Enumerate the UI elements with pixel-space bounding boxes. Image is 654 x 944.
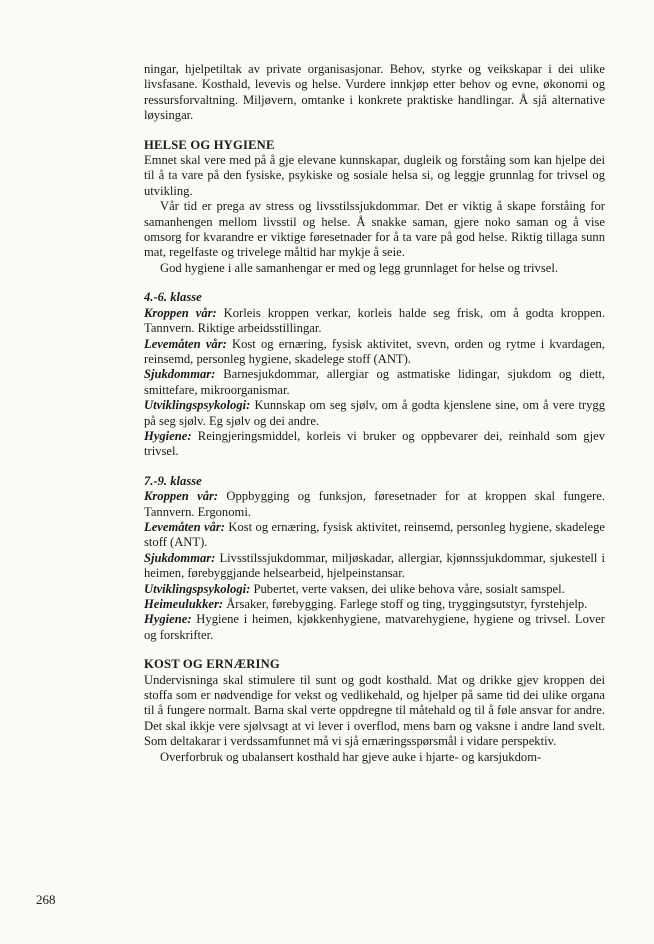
- page-body: [144, 62, 605, 765]
- list-item: [144, 612, 605, 643]
- list-item: [144, 551, 605, 582]
- item-text: Livsstilssjukdommar, miljøskadar, allergiar, kjønnssjukdommar, sjukestell i heimen, førebyggjande helsearbeid, hjelpeinstansar.: [144, 550, 605, 581]
- item-text: Korleis kroppen verkar, korleis halde seg frisk, om å godta kroppen. Tannvern. Riktige arbeidsstillingar.: [144, 305, 605, 336]
- kost-paragraph-2: Overforbruk og ubalansert kosthald har gjeve auke i hjarte- og karsjukdom-: [160, 749, 542, 764]
- item-text: Årsaker, førebygging. Farlege stoff og ting, tryggingsutstyr, fyrstehjelp.: [223, 597, 588, 611]
- item-text: Reingjeringsmiddel, korleis vi bruker og oppbevarer dei, reinhald som gjev trivsel.: [144, 428, 605, 459]
- list-item: [144, 306, 605, 337]
- list-item: [144, 429, 605, 460]
- item-text: Kost og ernæring, fysisk aktivitet, svevn, orden og rytme i kvardagen, reinsemd, personleg hygiene, skadelege stoff (ANT).: [144, 336, 605, 366]
- subheading-klasse-7-9: 7.-9. klasse: [144, 473, 202, 488]
- item-term: Hygiene:: [144, 428, 192, 443]
- item-term: Sjukdommar:: [144, 367, 216, 382]
- item-term: Heimeulukker:: [144, 597, 224, 611]
- item-term: Kroppen vår:: [144, 305, 217, 320]
- helse-paragraph-2: Vår tid er prega av stress og livsstilssjukdommar. Det er viktig å skape forståing for samanhengen mellom livsstil og helse. Å snakke saman, gjere noko saman og å vise omsorg for kvarandre er viktige føresetnader for å ta vare på god helse. Riktig tillaga sunn mat, regelfaste og trivelege måltid har mykje å seie.: [144, 199, 605, 260]
- helse-paragraph-1: Emnet skal vere med på å gje elevane kunnskapar, dugleik og forståing som kan hjelpe dei til å ta vare på den fysiske, psykiske og sosiale helsa si, og leggje grunnlag for trivsel og utvikling.: [144, 153, 605, 198]
- list-item: [144, 582, 605, 597]
- item-term: Utviklingspsykologi:: [144, 581, 251, 596]
- item-text: Oppbygging og funksjon, føresetnader for at kroppen skal fungere. Tannvern. Ergonomi.: [144, 489, 605, 519]
- list-item: [144, 398, 605, 429]
- section-heading-helse: HELSE OG HYGIENE: [144, 137, 275, 152]
- item-term: Utviklingspsykologi:: [144, 398, 251, 413]
- subheading-klasse-4-6: 4.-6. klasse: [144, 290, 202, 305]
- item-term: Kroppen vår:: [144, 489, 219, 504]
- helse-paragraph-3: God hygiene i alle samanhengar er med og legg grunnlaget for helse og trivsel.: [160, 260, 558, 275]
- item-term: Sjukdommar:: [144, 550, 216, 565]
- item-text: Barnesjukdommar, allergiar og astmatiske lidingar, sjukdom og diett, smittefare, mikroorganismar.: [144, 367, 605, 397]
- list-item: [144, 367, 605, 398]
- intro-paragraph: ningar, hjelpetiltak av private organisasjonar. Behov, styrke og veikskapar i dei ulike livsfasane. Kosthald, levevis og helse. Vurdere innkjøp etter behov og evne, økonomi og ressursforvaltning. Miljøvern, omtanke i konkrete praktiske handlingar. Å sjå alternative løysingar.: [144, 62, 605, 123]
- item-term: Hygiene:: [144, 612, 192, 627]
- section-heading-kost: KOST OG ERNÆRING: [144, 657, 280, 672]
- item-text: Kunnskap om seg sjølv, om å godta kjenslene sine, om å vere trygg på seg sjølv. Eg sjølv og dei andre.: [144, 398, 605, 428]
- list-item: [144, 489, 605, 520]
- list-item: [144, 520, 605, 551]
- item-term: Levemåten vår:: [144, 336, 227, 351]
- kost-paragraph-1: Undervisninga skal stimulere til sunt og godt kosthald. Mat og drikke gjev kroppen dei stoffa som er nødvendige for vekst og vedlikehald, og hjelper på same tid dei ulike organa til å fungere normalt. Barna skal verte oppdregne til måtehald og til å føle ansvar for andre. Det skal ikkje vere sjølvsagt at vi lever i overflod, mens barn og vaksne i andre land svelt. Som deltakarar i verdssamfunnet må vi sjå ernæringsspørsmål i vidare perspektiv.: [144, 672, 605, 749]
- list-item: [144, 597, 605, 612]
- item-text: Pubertet, verte vaksen, dei ulike behova våre, sosialt samspel.: [250, 581, 565, 596]
- page-number: 268: [36, 892, 56, 907]
- item-text: Kost og ernæring, fysisk aktivitet, reinsemd, personleg hygiene, skadelege stoff (ANT).: [144, 519, 606, 550]
- item-term: Levemåten vår:: [144, 519, 225, 534]
- list-item: [144, 337, 605, 368]
- item-text: Hygiene i heimen, kjøkkenhygiene, matvarehygiene, hygiene og trivsel. Lover og forskrifter.: [144, 612, 605, 642]
